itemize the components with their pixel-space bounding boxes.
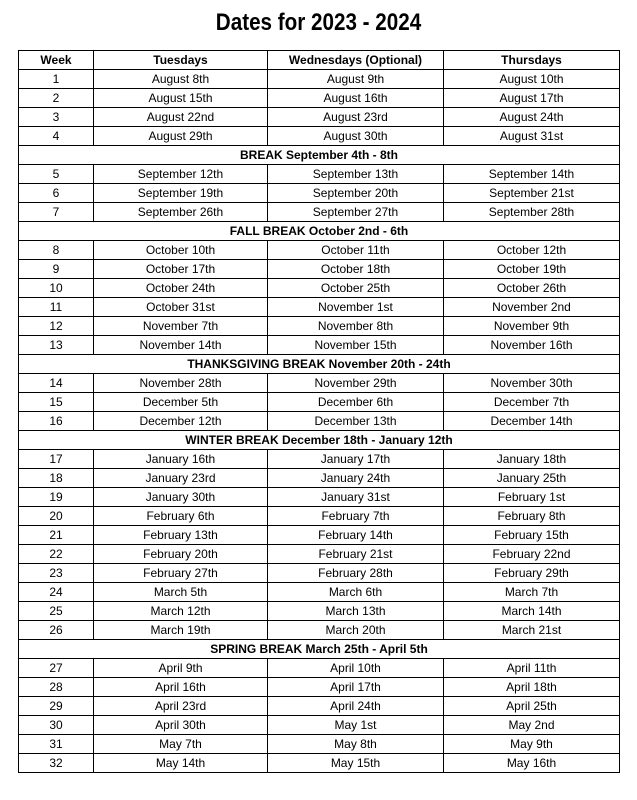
break-label: WINTER BREAK December 18th - January 12th — [19, 431, 620, 450]
thursday-cell: October 19th — [444, 260, 620, 279]
break-row — [19, 146, 620, 165]
tuesday-cell: November 14th — [94, 336, 268, 355]
tuesday-cell: March 19th — [94, 621, 268, 640]
thursday-cell: November 9th — [444, 317, 620, 336]
table-row — [19, 241, 620, 260]
week-cell: 31 — [19, 735, 94, 754]
wednesday-cell: October 18th — [268, 260, 444, 279]
table-row — [19, 526, 620, 545]
tuesday-cell: September 12th — [94, 165, 268, 184]
tuesday-cell: April 9th — [94, 659, 268, 678]
table-row — [19, 697, 620, 716]
tuesday-cell: November 7th — [94, 317, 268, 336]
table-row — [19, 279, 620, 298]
thursday-cell: April 11th — [444, 659, 620, 678]
column-header-week: Week — [19, 51, 94, 70]
thursday-cell: March 14th — [444, 602, 620, 621]
week-cell: 7 — [19, 203, 94, 222]
thursday-cell: August 17th — [444, 89, 620, 108]
wednesday-cell: November 15th — [268, 336, 444, 355]
tuesday-cell: May 7th — [94, 735, 268, 754]
week-cell: 27 — [19, 659, 94, 678]
wednesday-cell: April 10th — [268, 659, 444, 678]
thursday-cell: April 18th — [444, 678, 620, 697]
wednesday-cell: November 29th — [268, 374, 444, 393]
header-row — [19, 51, 620, 70]
wednesday-cell: August 23rd — [268, 108, 444, 127]
week-cell: 6 — [19, 184, 94, 203]
wednesday-cell: September 13th — [268, 165, 444, 184]
wednesday-cell: January 24th — [268, 469, 444, 488]
tuesday-cell: August 15th — [94, 89, 268, 108]
tuesday-cell: February 20th — [94, 545, 268, 564]
tuesday-cell: December 12th — [94, 412, 268, 431]
tuesday-cell: January 16th — [94, 450, 268, 469]
tuesday-cell: August 22nd — [94, 108, 268, 127]
week-cell: 13 — [19, 336, 94, 355]
table-row — [19, 184, 620, 203]
table-row — [19, 450, 620, 469]
wednesday-cell: March 20th — [268, 621, 444, 640]
wednesday-cell: May 15th — [268, 754, 444, 773]
table-row — [19, 507, 620, 526]
tuesday-cell: September 26th — [94, 203, 268, 222]
week-cell: 8 — [19, 241, 94, 260]
tuesday-cell: September 19th — [94, 184, 268, 203]
thursday-cell: August 31st — [444, 127, 620, 146]
wednesday-cell: October 11th — [268, 241, 444, 260]
thursday-cell: February 22nd — [444, 545, 620, 564]
week-cell: 25 — [19, 602, 94, 621]
table-row — [19, 735, 620, 754]
tuesday-cell: February 6th — [94, 507, 268, 526]
tuesday-cell: December 5th — [94, 393, 268, 412]
thursday-cell: April 25th — [444, 697, 620, 716]
wednesday-cell: January 17th — [268, 450, 444, 469]
thursday-cell: September 14th — [444, 165, 620, 184]
wednesday-cell: October 25th — [268, 279, 444, 298]
tuesday-cell: March 12th — [94, 602, 268, 621]
table-row — [19, 165, 620, 184]
table-row — [19, 108, 620, 127]
week-cell: 24 — [19, 583, 94, 602]
tuesday-cell: October 31st — [94, 298, 268, 317]
thursday-cell: August 10th — [444, 70, 620, 89]
week-cell: 11 — [19, 298, 94, 317]
thursday-cell: February 8th — [444, 507, 620, 526]
table-row — [19, 393, 620, 412]
table-row — [19, 203, 620, 222]
tuesday-cell: October 17th — [94, 260, 268, 279]
table-row — [19, 469, 620, 488]
thursday-cell: September 21st — [444, 184, 620, 203]
wednesday-cell: November 1st — [268, 298, 444, 317]
thursday-cell: May 9th — [444, 735, 620, 754]
tuesday-cell: March 5th — [94, 583, 268, 602]
week-cell: 5 — [19, 165, 94, 184]
week-cell: 14 — [19, 374, 94, 393]
week-cell: 16 — [19, 412, 94, 431]
week-cell: 18 — [19, 469, 94, 488]
week-cell: 32 — [19, 754, 94, 773]
table-row — [19, 621, 620, 640]
tuesday-cell: November 28th — [94, 374, 268, 393]
week-cell: 15 — [19, 393, 94, 412]
column-header-thursdays: Thursdays — [444, 51, 620, 70]
week-cell: 29 — [19, 697, 94, 716]
week-cell: 30 — [19, 716, 94, 735]
week-cell: 12 — [19, 317, 94, 336]
thursday-cell: December 7th — [444, 393, 620, 412]
week-cell: 4 — [19, 127, 94, 146]
wednesday-cell: January 31st — [268, 488, 444, 507]
thursday-cell: September 28th — [444, 203, 620, 222]
thursday-cell: October 26th — [444, 279, 620, 298]
tuesday-cell: August 29th — [94, 127, 268, 146]
thursday-cell: January 25th — [444, 469, 620, 488]
tuesday-cell: January 23rd — [94, 469, 268, 488]
break-row — [19, 355, 620, 374]
table-row — [19, 70, 620, 89]
week-cell: 19 — [19, 488, 94, 507]
thursday-cell: February 15th — [444, 526, 620, 545]
thursday-cell: January 18th — [444, 450, 620, 469]
break-row — [19, 222, 620, 241]
tuesday-cell: February 13th — [94, 526, 268, 545]
week-cell: 10 — [19, 279, 94, 298]
table-row — [19, 716, 620, 735]
thursday-cell: November 16th — [444, 336, 620, 355]
table-row — [19, 488, 620, 507]
wednesday-cell: March 13th — [268, 602, 444, 621]
wednesday-cell: February 14th — [268, 526, 444, 545]
break-label: SPRING BREAK March 25th - April 5th — [19, 640, 620, 659]
break-row — [19, 431, 620, 450]
column-header-tuesdays: Tuesdays — [94, 51, 268, 70]
week-cell: 21 — [19, 526, 94, 545]
thursday-cell: February 1st — [444, 488, 620, 507]
week-cell: 2 — [19, 89, 94, 108]
thursday-cell: May 16th — [444, 754, 620, 773]
week-cell: 20 — [19, 507, 94, 526]
thursday-cell: February 29th — [444, 564, 620, 583]
column-header-wednesdays: Wednesdays (Optional) — [268, 51, 444, 70]
week-cell: 17 — [19, 450, 94, 469]
table-row — [19, 659, 620, 678]
tuesday-cell: April 30th — [94, 716, 268, 735]
page-title: Dates for 2023 - 2024 — [215, 9, 422, 36]
wednesday-cell: September 27th — [268, 203, 444, 222]
wednesday-cell: August 30th — [268, 127, 444, 146]
thursday-cell: May 2nd — [444, 716, 620, 735]
thursday-cell: March 7th — [444, 583, 620, 602]
thursday-cell: August 24th — [444, 108, 620, 127]
table-row — [19, 298, 620, 317]
tuesday-cell: August 8th — [94, 70, 268, 89]
week-cell: 23 — [19, 564, 94, 583]
table-row — [19, 678, 620, 697]
wednesday-cell: September 20th — [268, 184, 444, 203]
table-row — [19, 336, 620, 355]
wednesday-cell: February 28th — [268, 564, 444, 583]
thursday-cell: November 2nd — [444, 298, 620, 317]
thursday-cell: March 21st — [444, 621, 620, 640]
table-row — [19, 564, 620, 583]
table-row — [19, 545, 620, 564]
thursday-cell: December 14th — [444, 412, 620, 431]
schedule-body — [19, 70, 620, 773]
tuesday-cell: October 24th — [94, 279, 268, 298]
week-cell: 9 — [19, 260, 94, 279]
tuesday-cell: January 30th — [94, 488, 268, 507]
week-cell: 26 — [19, 621, 94, 640]
thursday-cell: November 30th — [444, 374, 620, 393]
wednesday-cell: November 8th — [268, 317, 444, 336]
table-row — [19, 583, 620, 602]
tuesday-cell: February 27th — [94, 564, 268, 583]
wednesday-cell: April 17th — [268, 678, 444, 697]
week-cell: 28 — [19, 678, 94, 697]
tuesday-cell: April 23rd — [94, 697, 268, 716]
wednesday-cell: March 6th — [268, 583, 444, 602]
week-cell: 22 — [19, 545, 94, 564]
thursday-cell: October 12th — [444, 241, 620, 260]
wednesday-cell: May 8th — [268, 735, 444, 754]
wednesday-cell: December 6th — [268, 393, 444, 412]
tuesday-cell: April 16th — [94, 678, 268, 697]
break-label: THANKSGIVING BREAK November 20th - 24th — [19, 355, 620, 374]
schedule-table — [18, 50, 620, 773]
week-cell: 1 — [19, 70, 94, 89]
wednesday-cell: December 13th — [268, 412, 444, 431]
table-row — [19, 89, 620, 108]
break-row — [19, 640, 620, 659]
break-label: FALL BREAK October 2nd - 6th — [19, 222, 620, 241]
table-row — [19, 374, 620, 393]
table-row — [19, 317, 620, 336]
week-cell: 3 — [19, 108, 94, 127]
break-label: BREAK September 4th - 8th — [19, 146, 620, 165]
table-row — [19, 754, 620, 773]
tuesday-cell: May 14th — [94, 754, 268, 773]
wednesday-cell: August 16th — [268, 89, 444, 108]
wednesday-cell: February 21st — [268, 545, 444, 564]
table-row — [19, 412, 620, 431]
table-row — [19, 127, 620, 146]
tuesday-cell: October 10th — [94, 241, 268, 260]
table-row — [19, 602, 620, 621]
wednesday-cell: May 1st — [268, 716, 444, 735]
wednesday-cell: August 9th — [268, 70, 444, 89]
wednesday-cell: April 24th — [268, 697, 444, 716]
table-row — [19, 260, 620, 279]
wednesday-cell: February 7th — [268, 507, 444, 526]
